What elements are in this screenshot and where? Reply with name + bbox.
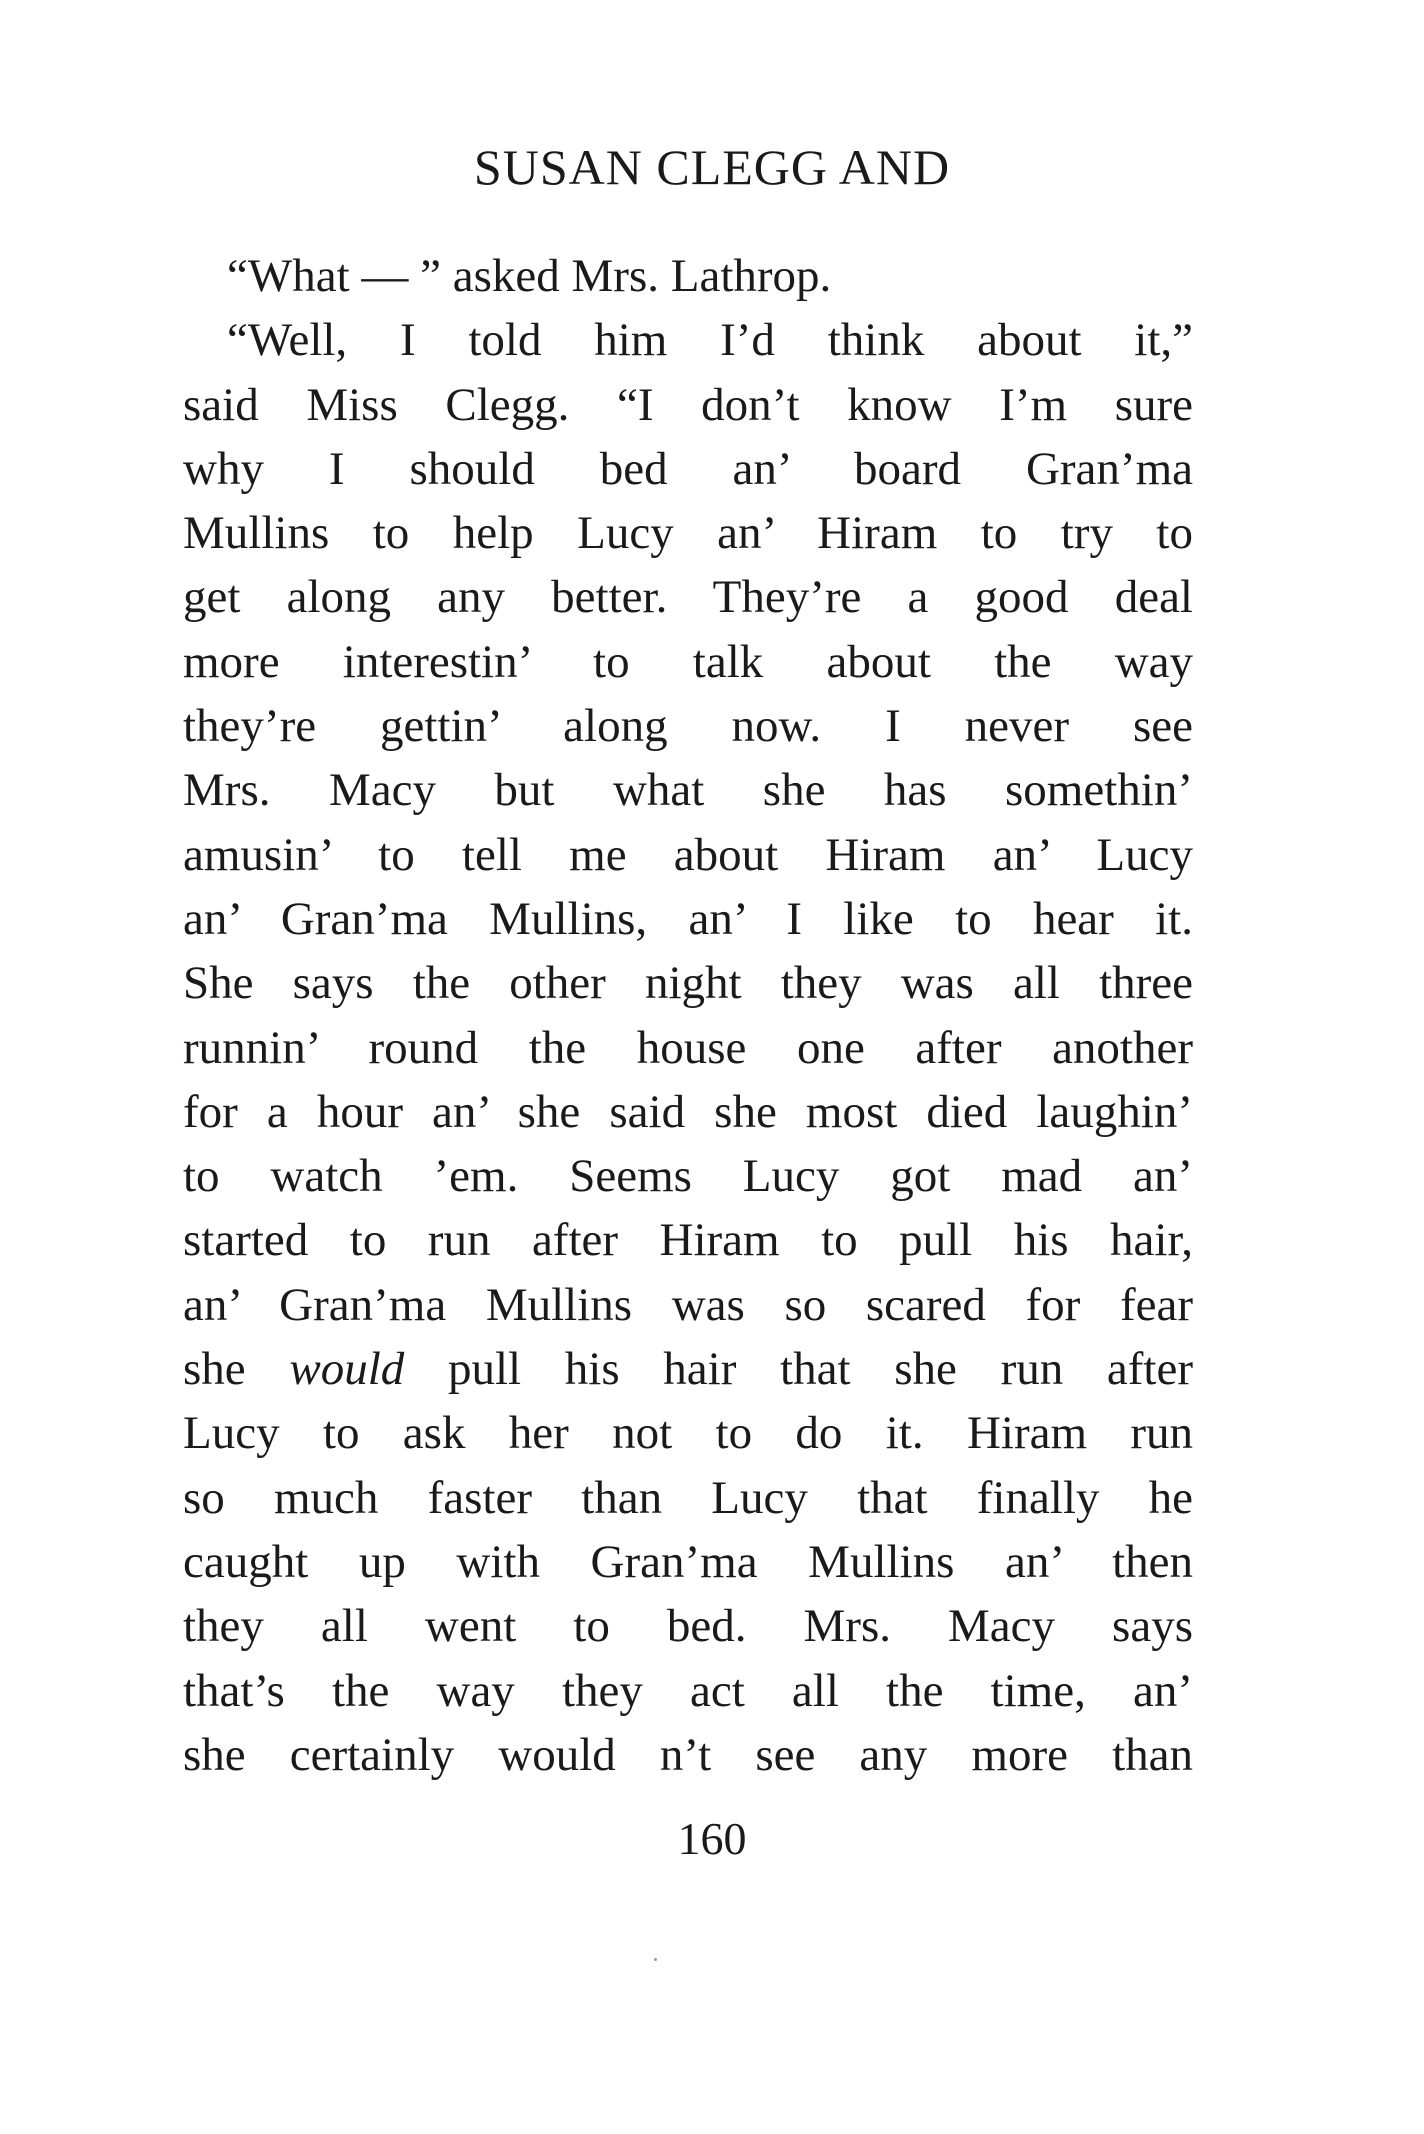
text-line: an’ Gran’ma Mullins was so scared for fear bbox=[183, 1278, 1193, 1331]
text-line: why I should bed an’ board Gran’ma bbox=[183, 442, 1193, 495]
text-line: to watch ’em. Seems Lucy got mad an’ bbox=[183, 1150, 1193, 1203]
text-line: “What — ” asked Mrs. Lathrop. bbox=[227, 250, 832, 302]
text-line: She says the other night they was all three bbox=[183, 957, 1193, 1010]
text-line bbox=[183, 1337, 1193, 1401]
text-line: they’re gettin’ along now. I never see bbox=[183, 700, 1193, 753]
text-line: runnin’ round the house one after another bbox=[183, 1021, 1193, 1074]
text-line: caught up with Gran’ma Mullins an’ then bbox=[183, 1535, 1193, 1588]
text-line: so much faster than Lucy that finally he bbox=[183, 1471, 1193, 1524]
text-line: more interestin’ to talk about the way bbox=[183, 635, 1193, 688]
text-line: she certainly would n’t see any more than bbox=[183, 1728, 1193, 1781]
text-line: for a hour an’ she said she most died laughin’ bbox=[183, 1085, 1193, 1138]
text-line: Mullins to help Lucy an’ Hiram to try to bbox=[183, 507, 1193, 560]
scan-speck bbox=[654, 1958, 657, 1961]
italic-word: would bbox=[289, 1343, 405, 1396]
text-line: said Miss Clegg. “I don’t know I’m sure bbox=[183, 378, 1193, 431]
text-line-start: she bbox=[183, 1343, 290, 1396]
text-line: Mrs. Macy but what she has somethin’ bbox=[183, 764, 1193, 817]
text-line: they all went to bed. Mrs. Macy says bbox=[183, 1600, 1193, 1653]
text-line: that’s the way they act all the time, an’ bbox=[183, 1664, 1193, 1717]
text-line: started to run after Hiram to pull his hair, bbox=[183, 1214, 1193, 1267]
text-line: amusin’ to tell me about Hiram an’ Lucy bbox=[183, 828, 1193, 881]
text-line: Lucy to ask her not to do it. Hiram run bbox=[183, 1407, 1193, 1460]
text-line: an’ Gran’ma Mullins, an’ I like to hear it. bbox=[183, 892, 1193, 945]
body-text bbox=[183, 244, 1193, 1787]
text-line: get along any better. They’re a good deal bbox=[183, 571, 1193, 624]
running-head: SUSAN CLEGG AND bbox=[473, 139, 951, 195]
page-number: 160 bbox=[677, 1813, 747, 1864]
text-line: “Well, I told him I’d think about it,” bbox=[227, 314, 1193, 367]
text-line-end: pull his hair that she run after bbox=[404, 1343, 1193, 1396]
